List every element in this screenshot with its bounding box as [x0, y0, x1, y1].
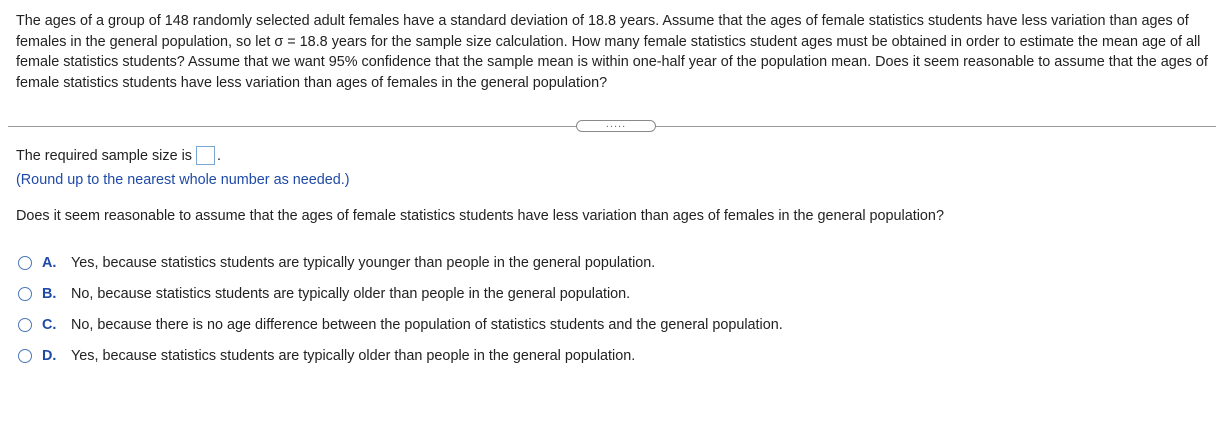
- radio-button-d[interactable]: [18, 349, 32, 363]
- radio-button-b[interactable]: [18, 287, 32, 301]
- radio-button-c[interactable]: [18, 318, 32, 332]
- option-c[interactable]: [18, 315, 1018, 346]
- option-text: Yes, because statistics students are typically younger than people in the general population.: [71, 255, 656, 271]
- rounding-hint: (Round up to the nearest whole number as needed.): [16, 172, 350, 188]
- question2-text: Does it seem reasonable to assume that the ages of female statistics students have less variation than ages of females in the general population?: [16, 208, 944, 224]
- option-text: Yes, because statistics students are typically older than people in the general population.: [71, 348, 636, 364]
- option-text: No, because statistics students are typically older than people in the general population.: [71, 286, 631, 302]
- answer-suffix: .: [216, 148, 221, 164]
- section-divider: [8, 120, 1216, 134]
- option-d[interactable]: [18, 346, 1018, 377]
- radio-button-a[interactable]: [18, 256, 32, 270]
- option-letter: C.: [42, 317, 57, 333]
- option-letter: A.: [42, 255, 57, 271]
- option-text: No, because there is no age difference between the population of statistics students and the general population.: [71, 317, 783, 333]
- option-b[interactable]: [18, 284, 1018, 315]
- answer-prefix: The required sample size is: [16, 148, 192, 164]
- question-text: The ages of a group of 148 randomly selected adult females have a standard deviation of 18.8 years. Assume that the ages of female statistics students have less variation than ages of females in the general population, so let σ = 18.8 years for the sample size calculation. How many female statistics student ages must be obtained in order to estimate the mean age of all female statistics students? Assume that we want 95% confidence that the sample mean is within one-half year of the population mean. Does it seem reasonable to assume that the ages of female statistics students have less variation than ages of females in the general population?: [16, 13, 1208, 91]
- option-letter: B.: [42, 286, 57, 302]
- answer-options: [18, 253, 1018, 377]
- option-letter: D.: [42, 348, 57, 364]
- sample-size-input[interactable]: [196, 146, 215, 165]
- expand-button[interactable]: .....: [576, 120, 656, 132]
- option-a[interactable]: [18, 253, 1018, 284]
- answer-line: [16, 146, 221, 166]
